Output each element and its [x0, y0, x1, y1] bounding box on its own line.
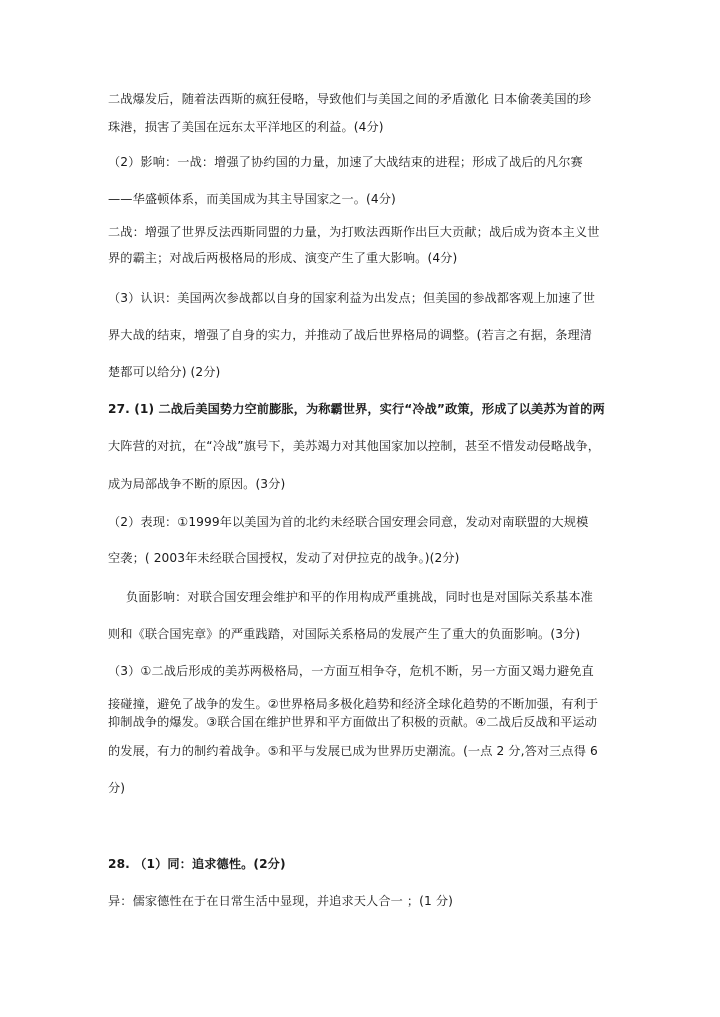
text-line: 珠港，损害了美国在远东太平洋地区的利益。(4分) [108, 120, 384, 134]
question-28-part-1: 28. （1）同：追求德性。(2分) [108, 857, 286, 871]
text-line: （3）①二战后形成的美苏两极格局，一方面互相争夺，危机不断，另一方面又竭力避免直 [108, 664, 594, 678]
question-27-part-1: 27. (1) 二战后美国势力空前膨胀，为称霸世界，实行“冷战”政策，形成了以美苏为首的两 [108, 402, 605, 416]
text-line: 成为局部战争不断的原因。(3分) [108, 477, 286, 491]
text-line: 界大战的结束，增强了自身的实力，并推动了战后世界格局的调整。(若言之有据，条理清 [108, 328, 593, 342]
text-line: 楚都可以给分) (2分) [108, 365, 221, 379]
text-line: 二战：增强了世界反法西斯同盟的力量，为打败法西斯作出巨大贡献；战后成为资本主义世 [108, 225, 600, 239]
text-line: 负面影响：对联合国安理会维护和平的作用构成严重挑战，同时也是对国际关系基本准 [126, 590, 593, 604]
text-line: 异：儒家德性在于在日常生活中显现，并追求天人合一 ；(1 分) [108, 894, 453, 908]
text-line: 二战爆发后，随着法西斯的疯狂侵略，导致他们与美国之间的矛盾激化 日本偷袭美国的珍 [108, 92, 592, 106]
text-line: 则和《联合国宪章》的严重践踏，对国际关系格局的发展产生了重大的负面影响。(3分) [108, 627, 581, 641]
text-line: 的发展，有力的制约着战争。⑤和平与发展已成为世界历史潮流。(一点 2 分,答对三点得 6 [108, 744, 598, 758]
text-line: （2）影响：一战：增强了协约国的力量，加速了大战结束的进程；形成了战后的凡尔赛 [108, 155, 583, 169]
text-line: 大阵营的对抗，在“冷战”旗号下，美苏竭力对其他国家加以控制，甚至不惜发动侵略战争， [108, 439, 601, 453]
text-line: 空袭；( 2003年未经联合国授权，发动了对伊拉克的战争。)(2分) [108, 551, 460, 565]
text-line: 分) [108, 781, 126, 795]
text-line: ——华盛顿体系，而美国成为其主导国家之一。(4分) [108, 192, 396, 206]
text-line: 抑制战争的爆发。③联合国在维护世界和平方面做出了积极的贡献。④二战后反战和平运动 [108, 715, 597, 729]
text-line: 界的霸主；对战后两极格局的形成、演变产生了重大影响。(4分) [108, 251, 458, 265]
text-line: 接碰撞，避免了战争的发生。②世界格局多极化趋势和经济全球化趋势的不断加强，有利于 [108, 697, 599, 711]
text-line: （2）表现：①1999年以美国为首的北约未经联合国安理会同意，发动对南联盟的大规模 [108, 515, 589, 529]
text-line: （3）认识：美国两次参战都以自身的国家利益为出发点；但美国的参战都客观上加速了世 [108, 291, 596, 305]
